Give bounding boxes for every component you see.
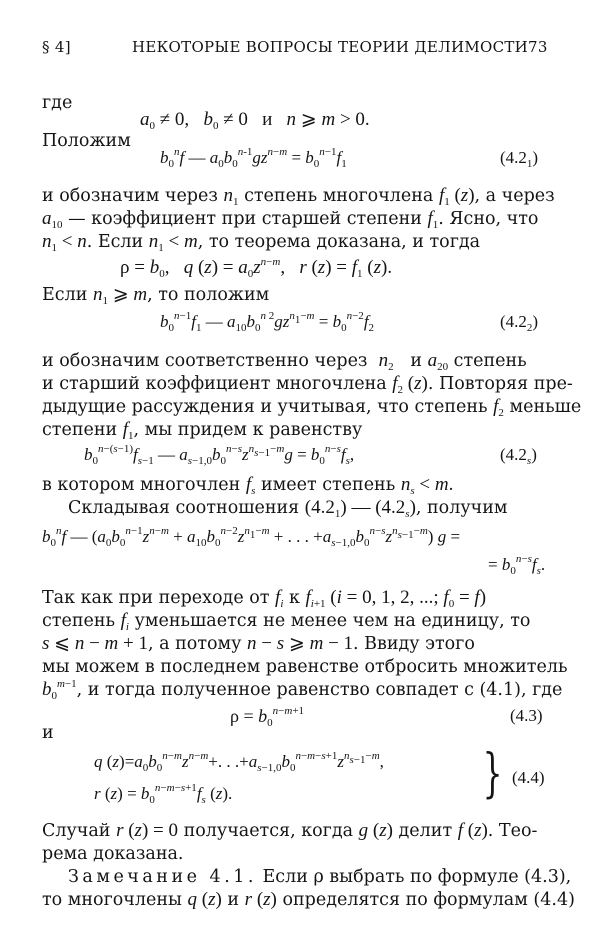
para-line: в котором многочлен $f_s$ имеет степень $n_s < m$. — [42, 474, 454, 497]
para-line: $n_1 < n$. Если $n_1 < m$, то теорема доказана, и тогда — [42, 231, 481, 254]
para-line: дыдущие рассуждения и учитывая, что степень $f_2$ меньше — [42, 396, 582, 419]
formula-4-2-s: $b_0^{n-(s-1)}f_{s-1}$ — $a_{s-1,0}b_0^{n-s}z^{n_{s-1}-m}g = b_0^{n-s}f_s$, — [84, 443, 355, 467]
running-title: НЕКОТОРЫЕ ВОПРОСЫ ТЕОРИИ ДЕЛИМОСТИ — [132, 38, 529, 56]
para-line: $a_{10}$ — коэффициент при старшей степени $f_1$. Ясно, что — [42, 208, 539, 231]
para-line: то многочлены q (z) и r (z) определятся по формулам (4.4) — [42, 889, 575, 910]
text-put: Положим — [42, 131, 131, 151]
para-line: Случай r (z) = 0 получается, когда g (z) делит f (z). Тео- — [42, 820, 538, 841]
formula-4-4-q: q $(z)=a_0b_0^{n-m}z^{n-m}+$. . $.+a_{s-1,0}b_0^{n-m-s+1}z^{n_{s-1}-m}$, — [94, 750, 384, 774]
eq-number-4-2-s: $(4.2_s)$ — [500, 445, 537, 467]
eq-number-4-4: (4.4) — [512, 768, 545, 787]
remark-label: Замечание 4.1. — [68, 867, 257, 887]
para-line: и обозначим соответственно через $n_2$ и $a_{20}$ степень — [42, 350, 527, 373]
para-line: мы можем в последнем равенстве отбросить множитель — [42, 657, 568, 677]
formula-sum: $b_0^nf$ — ($a_0b_0^{n-1}z^{n-m} + a_{10}b_0^{n-2}z^{n_1-m}$ + . . . $+a_{s-1,0}b_0^{n-s}z^{n_{s-1}-m}$) g = — [42, 525, 461, 549]
formula-4-2-2: $b_0^{n-1}f_1$ — $a_{10}b_0^{n 2}gz^{n_1-m} = b_0^{n-2}f_2$ — [160, 310, 375, 334]
para-line: и старший коэффициент многочлена $f_2$ (z). Повторяя пре- — [42, 373, 573, 396]
eq-number-4-2-1: $(4.2_1)$ — [500, 148, 539, 170]
page-number: 73 — [528, 38, 548, 56]
para-line: $b_0^{m-1}$, и тогда полученное равенство совпадет с (4.1), где — [42, 678, 563, 702]
formula-rho-q-r: $\rho = b_0$, q $(z) = a_0z^{n-m}$, r $(z) = f_1$ (z). — [120, 256, 393, 280]
eq-number-4-3: (4.3) — [510, 706, 543, 725]
formula-4-3: $\rho = b_0^{n-m+1}$ — [230, 705, 305, 729]
formula-4-4-r: r $(z) = b_0^{n-m-s+1}f_s$ (z). — [94, 782, 233, 806]
para-line: и обозначим через $n_1$ степень многочлена $f_1$ (z), а через — [42, 185, 555, 208]
para-line: Так как при переходе от $f_i$ к $f_{i+1}$ (i = 0, 1, 2, ...; $f_0 = f$) — [42, 587, 487, 610]
formula-4-2-1: $b_0^nf$ — $a_0b_0^{n-1}gz^{n-m} = b_0^{n-1}f_1$ — [160, 146, 347, 170]
para-line: Складывая соотношения $(4.2_1)$ — $(4.2_s)$, получим — [68, 497, 508, 520]
para-line: степени $f_1$, мы придем к равенству — [42, 419, 363, 442]
para-line: s ⩽ n − m + 1, а потому n − s ⩾ m − 1. Ввиду этого — [42, 633, 475, 654]
right-brace: } — [482, 744, 503, 804]
eq-number-4-2-2: $(4.2_2)$ — [500, 312, 539, 334]
formula-sum-rhs: = $b_0^{n-s}f_s$. — [488, 553, 546, 577]
para-line: Если $n_1$ ⩾ m, то положим — [42, 284, 270, 307]
para-line: рема доказана. — [42, 844, 184, 864]
text-and: и — [42, 723, 54, 743]
para-line: степень $f_i$ уменьшается не менее чем на единицу, то — [42, 610, 531, 633]
section-marker: § 4] — [42, 38, 71, 56]
para-line: Замечание 4.1. Если ρ выбрать по формуле (4.3), — [68, 867, 572, 887]
condition-formula: $a_0 \ne 0$, $b_0 \ne 0$ и n ⩾ m > 0. — [140, 109, 370, 132]
text-where: где — [42, 93, 73, 113]
